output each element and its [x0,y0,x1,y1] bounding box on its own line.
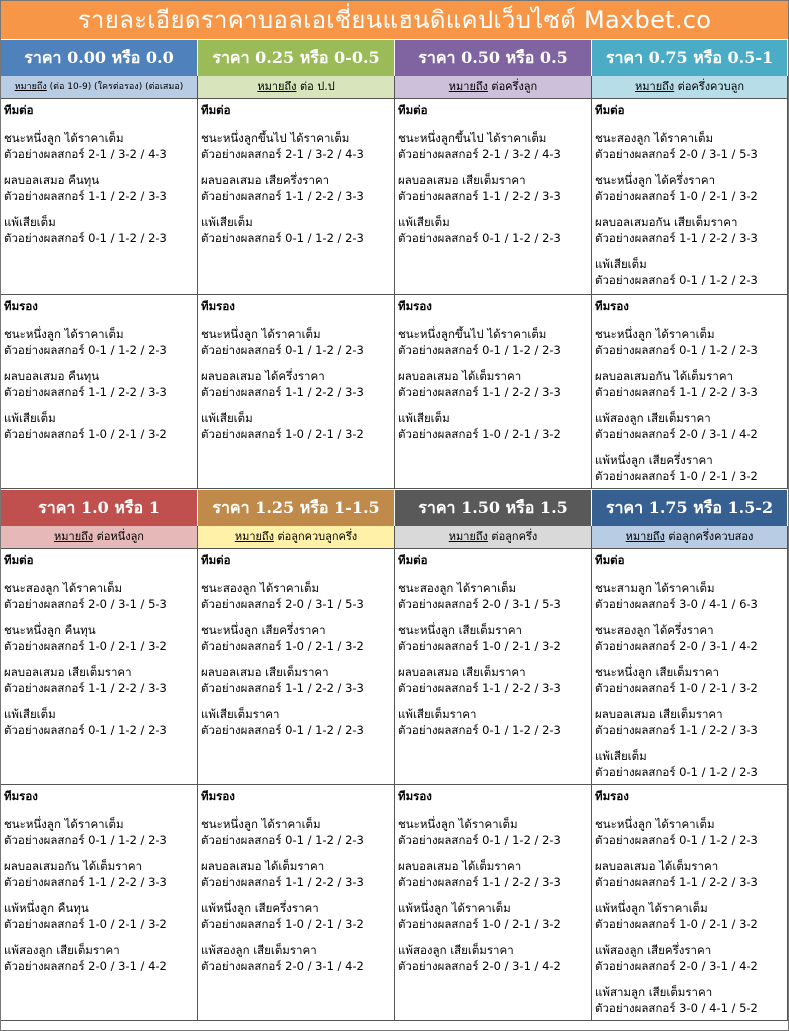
outcome-text: แพ้เสียเต็ม [398,215,450,229]
favorite-team-cell [592,99,788,295]
underdog-team-heading: ทีมรอง [201,789,235,803]
outcome-entry [595,858,784,890]
underdog-team-cell [592,785,788,1021]
outcome-entry [398,172,588,204]
outcome-entry [595,748,784,780]
score-example: ตัวอย่างผลสกอร์ 2-1 / 3-2 / 4-3 [4,147,167,161]
score-example: ตัวอย่างผลสกอร์ 0-1 / 1-2 / 2-3 [201,723,364,737]
underdog-team-cell [592,295,788,489]
meaning-row [1,76,198,99]
outcome-text: ชนะหนึ่งลูกขึ้นไป ได้ราคาเต็ม [398,327,547,341]
outcome-text: แพ้เสียเต็ม [398,411,450,425]
meaning-text: ต่อลูกควบลูกครึ่ง [277,530,358,543]
favorite-team-heading: ทีมต่อ [4,553,34,567]
score-example: ตัวอย่างผลสกอร์ 2-0 / 3-1 / 5-3 [4,597,167,611]
outcome-text: ชนะหนึ่งลูก ได้ราคาเต็ม [4,817,124,831]
outcome-text: ชนะหนึ่งลูก ได้ราคาเต็ม [4,327,124,341]
outcome-entry [4,214,194,246]
underdog-team-cell [1,295,198,489]
meaning-text: ต่อครึ่งควบลูก [677,80,744,93]
outcome-text: แพ้เสียเต็ม [201,411,253,425]
score-example: ตัวอย่างผลสกอร์ 1-1 / 2-2 / 3-3 [201,681,364,695]
outcome-text: ผลบอลเสมอ คืนทุน [4,369,100,383]
meaning-row [395,76,592,99]
score-example: ตัวอย่างผลสกอร์ 2-0 / 3-1 / 4-2 [595,959,758,973]
score-example: ตัวอย่างผลสกอร์ 1-0 / 2-1 / 3-2 [595,917,758,931]
meaning-label: หมายถึง [14,82,47,92]
favorite-team-cell [1,549,198,785]
price-header: ราคา 0.75 หรือ 0.5-1 [592,39,788,76]
score-example: ตัวอย่างผลสกอร์ 1-1 / 2-2 / 3-3 [595,231,758,245]
outcome-entry [595,706,784,738]
score-example: ตัวอย่างผลสกอร์ 1-0 / 2-1 / 3-2 [595,469,758,483]
outcome-text: ชนะหนึ่งลูก ได้ราคาเต็ม [201,817,321,831]
score-example: ตัวอย่างผลสกอร์ 2-0 / 3-1 / 5-3 [595,147,758,161]
meaning-label: หมายถึง [257,80,297,93]
meaning-row [198,526,395,549]
score-example: ตัวอย่างผลสกอร์ 0-1 / 1-2 / 2-3 [595,833,758,847]
outcome-entry [4,326,194,358]
outcome-text: ชนะหนึ่งลูก ได้ราคาเต็ม [595,327,715,341]
outcome-entry [595,622,784,654]
underdog-team-cell [198,785,395,1021]
outcome-entry [201,580,391,612]
score-example: ตัวอย่างผลสกอร์ 1-0 / 2-1 / 3-2 [4,917,167,931]
underdog-team-heading: ทีมรอง [595,789,629,803]
underdog-team-heading: ทีมรอง [4,299,38,313]
score-example: ตัวอย่างผลสกอร์ 0-1 / 1-2 / 2-3 [595,273,758,287]
underdog-team-heading: ทีมรอง [398,789,432,803]
outcome-text: ผลบอลเสมอ ได้ครึ่งราคา [201,369,325,383]
outcome-text: ชนะหนึ่งลูก ได้ราคาเต็ม [201,327,321,341]
meaning-text: ต่อลูกครึ่งควบสอง [668,530,754,543]
meaning-text: (ต่อ 10-9) (ใครต่อรอง) (ต่อเสมอ) [49,82,184,92]
outcome-entry [4,580,194,612]
outcome-text: ชนะหนึ่งลูก ได้ราคาเต็ม [595,817,715,831]
outcome-entry [201,410,391,442]
underdog-team-cell [395,295,592,489]
price-header: ราคา 1.25 หรือ 1-1.5 [198,489,395,526]
score-example: ตัวอย่างผลสกอร์ 3-0 / 4-1 / 6-3 [595,597,758,611]
score-example: ตัวอย่างผลสกอร์ 1-1 / 2-2 / 3-3 [4,385,167,399]
handicap-table-top [1,39,788,489]
outcome-text: แพ้หนึ่งลูก เสียครึ่งราคา [201,901,319,915]
score-example: ตัวอย่างผลสกอร์ 0-1 / 1-2 / 2-3 [398,723,561,737]
outcome-entry [201,368,391,400]
score-example: ตัวอย่างผลสกอร์ 1-0 / 2-1 / 3-2 [595,681,758,695]
outcome-entry [595,214,784,246]
score-example: ตัวอย่างผลสกอร์ 0-1 / 1-2 / 2-3 [4,723,167,737]
outcome-entry [595,256,784,288]
outcome-text: แพ้หนึ่งลูก ได้ราคาเต็ม [595,901,708,915]
outcome-text: ชนะหนึ่งลูก เสียครึ่งราคา [201,623,326,637]
outcome-entry [398,214,588,246]
outcome-text: ผลบอลเสมอกัน ได้เต็มราคา [595,369,733,383]
outcome-entry [595,130,784,162]
outcome-text: ผลบอลเสมอ ได้เต็มราคา [201,859,325,873]
score-example: ตัวอย่างผลสกอร์ 1-0 / 2-1 / 3-2 [398,917,561,931]
score-example: ตัวอย่างผลสกอร์ 0-1 / 1-2 / 2-3 [595,765,758,779]
score-example: ตัวอย่างผลสกอร์ 2-0 / 3-1 / 5-3 [398,597,561,611]
outcome-text: ผลบอลเสมอ ได้เต็มราคา [398,859,522,873]
favorite-team-heading: ทีมต่อ [595,553,625,567]
outcome-entry [398,858,588,890]
outcome-entry [201,942,391,974]
score-example: ตัวอย่างผลสกอร์ 1-1 / 2-2 / 3-3 [201,189,364,203]
score-example: ตัวอย่างผลสกอร์ 1-1 / 2-2 / 3-3 [595,875,758,889]
outcome-text: ผลบอลเสมอ เสียเต็มราคา [4,665,132,679]
score-example: ตัวอย่างผลสกอร์ 0-1 / 1-2 / 2-3 [201,833,364,847]
outcome-entry [595,580,784,612]
outcome-entry [398,664,588,696]
price-header: ราคา 1.0 หรือ 1 [1,489,198,526]
outcome-text: แพ้สองลูก เสียเต็มราคา [4,943,120,957]
outcome-entry [4,410,194,442]
outcome-text: ผลบอลเสมอ คืนทุน [4,173,100,187]
underdog-team-cell [198,295,395,489]
score-example: ตัวอย่างผลสกอร์ 0-1 / 1-2 / 2-3 [398,231,561,245]
meaning-text: ต่อครึ่งลูก [491,80,538,93]
score-example: ตัวอย่างผลสกอร์ 1-1 / 2-2 / 3-3 [398,189,561,203]
price-header: ราคา 0.25 หรือ 0-0.5 [198,39,395,76]
score-example: ตัวอย่างผลสกอร์ 1-0 / 2-1 / 3-2 [201,917,364,931]
outcome-entry [398,326,588,358]
score-example: ตัวอย่างผลสกอร์ 1-0 / 2-1 / 3-2 [398,427,561,441]
outcome-entry [4,816,194,848]
score-example: ตัวอย่างผลสกอร์ 1-1 / 2-2 / 3-3 [398,681,561,695]
outcome-entry [398,130,588,162]
score-example: ตัวอย่างผลสกอร์ 2-0 / 3-1 / 4-2 [595,639,758,653]
score-example: ตัวอย่างผลสกอร์ 1-1 / 2-2 / 3-3 [398,875,561,889]
meaning-row [395,526,592,549]
price-header: ราคา 1.75 หรือ 1.5-2 [592,489,788,526]
outcome-entry [4,368,194,400]
outcome-entry [398,816,588,848]
favorite-team-cell [395,549,592,785]
underdog-team-heading: ทีมรอง [398,299,432,313]
outcome-entry [398,368,588,400]
meaning-text: ต่อ ป.ป [299,80,335,93]
score-example: ตัวอย่างผลสกอร์ 2-1 / 3-2 / 4-3 [398,147,561,161]
price-header: ราคา 1.50 หรือ 1.5 [395,489,592,526]
outcome-text: ชนะหนึ่งลูกขึ้นไป ได้ราคาเต็ม [201,131,350,145]
outcome-entry [595,942,784,974]
outcome-text: ผลบอลเสมอกัน ได้เต็มราคา [4,859,142,873]
outcome-entry [201,900,391,932]
outcome-text: แพ้หนึ่งลูก เสียครึ่งราคา [595,453,713,467]
outcome-entry [201,326,391,358]
price-header: ราคา 0.50 หรือ 0.5 [395,39,592,76]
score-example: ตัวอย่างผลสกอร์ 1-0 / 2-1 / 3-2 [4,639,167,653]
outcome-entry [398,900,588,932]
favorite-team-heading: ทีมต่อ [4,103,34,117]
outcome-entry [201,706,391,738]
favorite-team-heading: ทีมต่อ [201,553,231,567]
score-example: ตัวอย่างผลสกอร์ 1-0 / 2-1 / 3-2 [4,427,167,441]
outcome-text: ชนะหนึ่งลูก คืนทุน [4,623,96,637]
outcome-text: แพ้สองลูก เสียเต็มราคา [398,943,514,957]
outcome-text: แพ้สองลูก เสียครึ่งราคา [595,943,712,957]
score-example: ตัวอย่างผลสกอร์ 2-0 / 3-1 / 4-2 [595,427,758,441]
outcome-entry [595,410,784,442]
outcome-text: แพ้เสียเต็มราคา [398,707,477,721]
score-example: ตัวอย่างผลสกอร์ 1-1 / 2-2 / 3-3 [398,385,561,399]
favorite-team-heading: ทีมต่อ [398,553,428,567]
outcome-text: ชนะหนึ่งลูก ได้ราคาเต็ม [4,131,124,145]
outcome-text: ผลบอลเสมอกัน เสียเต็มราคา [595,215,738,229]
score-example: ตัวอย่างผลสกอร์ 1-0 / 2-1 / 3-2 [201,427,364,441]
outcome-text: แพ้เสียเต็ม [595,257,647,271]
favorite-team-cell [592,549,788,785]
score-example: ตัวอย่างผลสกอร์ 0-1 / 1-2 / 2-3 [201,343,364,357]
outcome-text: แพ้สองลูก เสียเต็มราคา [595,411,711,425]
outcome-entry [595,900,784,932]
outcome-text: ชนะหนึ่งลูก เสียเต็มราคา [398,623,523,637]
price-header: ราคา 0.00 หรือ 0.0 [1,39,198,76]
score-example: ตัวอย่างผลสกอร์ 2-0 / 3-1 / 4-2 [201,959,364,973]
outcome-text: แพ้เสียเต็ม [4,707,56,721]
outcome-entry [398,580,588,612]
outcome-text: ผลบอลเสมอ เสียเต็มราคา [398,173,526,187]
outcome-entry [595,664,784,696]
outcome-entry [4,172,194,204]
outcome-entry [4,622,194,654]
outcome-entry [4,858,194,890]
outcome-text: แพ้เสียเต็ม [4,215,56,229]
outcome-text: แพ้สามลูก เสียเต็มราคา [595,985,713,999]
outcome-text: ผลบอลเสมอ ได้เต็มราคา [398,369,522,383]
meaning-label: หมายถึง [625,530,665,543]
outcome-entry [595,816,784,848]
underdog-team-cell [395,785,592,1021]
favorite-team-heading: ทีมต่อ [595,103,625,117]
outcome-entry [595,326,784,358]
underdog-team-heading: ทีมรอง [201,299,235,313]
favorite-team-heading: ทีมต่อ [398,103,428,117]
outcome-entry [4,130,194,162]
outcome-entry [201,214,391,246]
handicap-table-bottom [1,489,788,1021]
score-example: ตัวอย่างผลสกอร์ 1-1 / 2-2 / 3-3 [201,385,364,399]
outcome-entry [4,942,194,974]
outcome-entry [398,942,588,974]
score-example: ตัวอย่างผลสกอร์ 1-1 / 2-2 / 3-3 [595,723,758,737]
outcome-text: ชนะสามลูก ได้ราคาเต็ม [595,581,715,595]
outcome-text: ชนะสองลูก ได้ราคาเต็ม [398,581,517,595]
outcome-text: แพ้เสียเต็มราคา [201,707,280,721]
favorite-team-cell [1,99,198,295]
score-example: ตัวอย่างผลสกอร์ 1-0 / 2-1 / 3-2 [398,639,561,653]
score-example: ตัวอย่างผลสกอร์ 0-1 / 1-2 / 2-3 [4,343,167,357]
favorite-team-heading: ทีมต่อ [201,103,231,117]
score-example: ตัวอย่างผลสกอร์ 1-0 / 2-1 / 3-2 [595,189,758,203]
score-example: ตัวอย่างผลสกอร์ 1-1 / 2-2 / 3-3 [4,681,167,695]
outcome-text: แพ้สองลูก เสียเต็มราคา [201,943,317,957]
outcome-text: แพ้หนึ่งลูก ได้ราคาเต็ม [398,901,511,915]
favorite-team-cell [198,549,395,785]
outcome-entry [398,622,588,654]
page-title: รายละเอียดราคาบอลเอเชี่ยนแฮนดิแคปเว็บไซต์ Maxbet.co [1,1,788,39]
outcome-entry [398,410,588,442]
outcome-text: แพ้เสียเต็ม [201,215,253,229]
outcome-entry [201,130,391,162]
meaning-label: หมายถึง [54,530,94,543]
outcome-text: ชนะสองลูก ได้ราคาเต็ม [595,131,714,145]
meaning-row [1,526,198,549]
meaning-text: ต่อหนึ่งลูก [96,530,144,543]
meaning-row [592,76,788,99]
favorite-team-cell [395,99,592,295]
outcome-text: ผลบอลเสมอ เสียครึ่งราคา [201,173,330,187]
outcome-text: แพ้หนึ่งลูก คืนทุน [4,901,89,915]
outcome-entry [4,664,194,696]
meaning-text: ต่อลูกครึ่ง [491,530,538,543]
outcome-entry [4,706,194,738]
outcome-entry [201,622,391,654]
score-example: ตัวอย่างผลสกอร์ 0-1 / 1-2 / 2-3 [4,231,167,245]
score-example: ตัวอย่างผลสกอร์ 0-1 / 1-2 / 2-3 [398,833,561,847]
score-example: ตัวอย่างผลสกอร์ 2-1 / 3-2 / 4-3 [201,147,364,161]
meaning-label: หมายถึง [234,530,274,543]
outcome-entry [595,172,784,204]
score-example: ตัวอย่างผลสกอร์ 0-1 / 1-2 / 2-3 [398,343,561,357]
outcome-text: ชนะหนึ่งลูกขึ้นไป ได้ราคาเต็ม [398,131,547,145]
outcome-text: ผลบอลเสมอ เสียเต็มราคา [201,665,329,679]
meaning-label: หมายถึง [448,80,488,93]
score-example: ตัวอย่างผลสกอร์ 0-1 / 1-2 / 2-3 [4,833,167,847]
score-example: ตัวอย่างผลสกอร์ 3-0 / 4-1 / 5-2 [595,1001,758,1015]
underdog-team-heading: ทีมรอง [595,299,629,313]
outcome-entry [398,706,588,738]
outcome-text: ผลบอลเสมอ เสียเต็มราคา [595,707,723,721]
outcome-entry [595,368,784,400]
meaning-row [592,526,788,549]
outcome-text: ชนะหนึ่งลูก ได้ราคาเต็ม [398,817,518,831]
score-example: ตัวอย่างผลสกอร์ 1-1 / 2-2 / 3-3 [4,875,167,889]
outcome-text: ผลบอลเสมอ ได้เต็มราคา [595,859,719,873]
favorite-team-cell [198,99,395,295]
outcome-entry [4,900,194,932]
outcome-entry [201,816,391,848]
score-example: ตัวอย่างผลสกอร์ 1-1 / 2-2 / 3-3 [4,189,167,203]
outcome-text: ชนะสองลูก ได้ราคาเต็ม [4,581,123,595]
outcome-entry [201,172,391,204]
outcome-text: ชนะหนึ่งลูก ได้ครึ่งราคา [595,173,716,187]
score-example: ตัวอย่างผลสกอร์ 1-1 / 2-2 / 3-3 [595,385,758,399]
outcome-entry [595,452,784,484]
outcome-text: ชนะสองลูก ได้ราคาเต็ม [201,581,320,595]
score-example: ตัวอย่างผลสกอร์ 2-0 / 3-1 / 4-2 [398,959,561,973]
underdog-team-cell [1,785,198,1021]
outcome-entry [595,984,784,1016]
outcome-entry [201,858,391,890]
score-example: ตัวอย่างผลสกอร์ 1-1 / 2-2 / 3-3 [201,875,364,889]
score-example: ตัวอย่างผลสกอร์ 0-1 / 1-2 / 2-3 [201,231,364,245]
outcome-text: ชนะสองลูก ได้ครึ่งราคา [595,623,714,637]
outcome-text: แพ้เสียเต็ม [4,411,56,425]
outcome-text: ชนะหนึ่งลูก เสียเต็มราคา [595,665,720,679]
score-example: ตัวอย่างผลสกอร์ 2-0 / 3-1 / 4-2 [4,959,167,973]
score-example: ตัวอย่างผลสกอร์ 2-0 / 3-1 / 5-3 [201,597,364,611]
score-example: ตัวอย่างผลสกอร์ 1-0 / 2-1 / 3-2 [201,639,364,653]
meaning-row [198,76,395,99]
meaning-label: หมายถึง [448,530,488,543]
outcome-entry [201,664,391,696]
outcome-text: ผลบอลเสมอ เสียเต็มราคา [398,665,526,679]
score-example: ตัวอย่างผลสกอร์ 0-1 / 1-2 / 2-3 [595,343,758,357]
meaning-label: หมายถึง [635,80,675,93]
underdog-team-heading: ทีมรอง [4,789,38,803]
outcome-text: แพ้เสียเต็ม [595,749,647,763]
